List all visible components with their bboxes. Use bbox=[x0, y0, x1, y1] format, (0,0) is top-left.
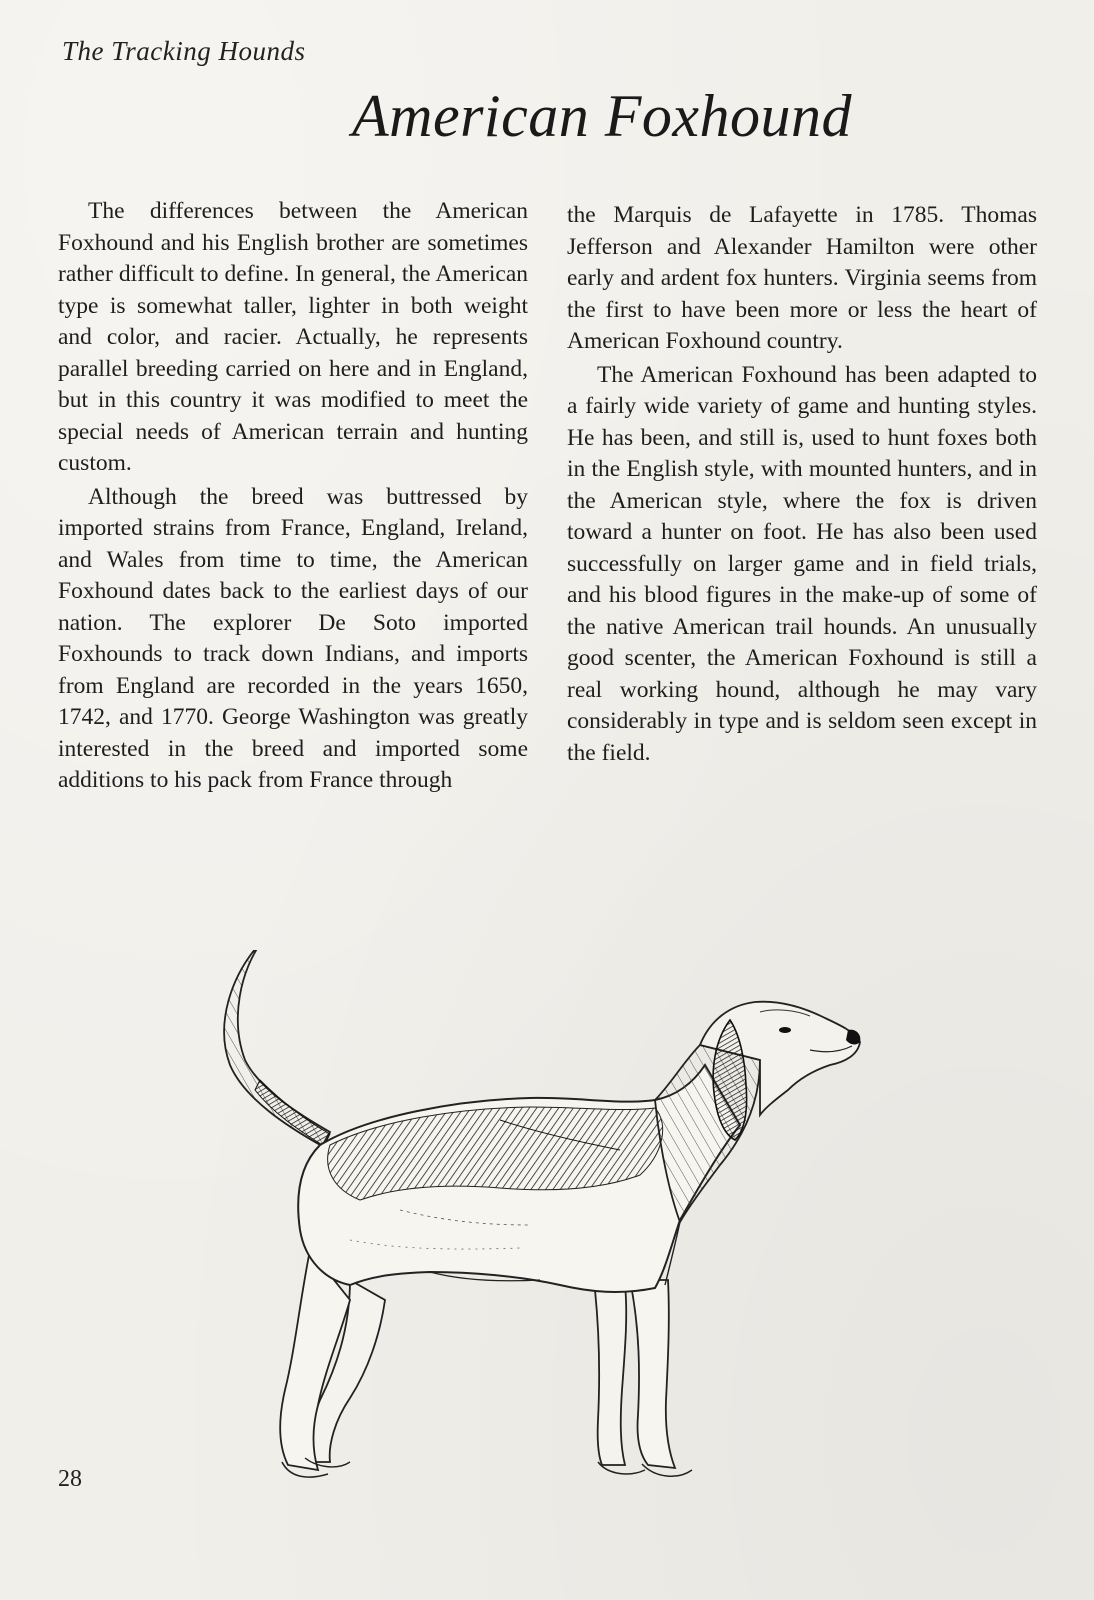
eye bbox=[779, 1027, 791, 1033]
running-head: The Tracking Hounds bbox=[62, 36, 306, 66]
paragraph: Although the breed was buttressed by imported strains from France, England, Ireland, and Wales from time to time, the American Foxhound dates back to the earliest days of our nation. The explorer De Soto imported Foxhounds to track down Indians, and imports from England are recorded in the years 1650, 1742, and 1770. George Washington was greatly interested in the breed and imported some additions to his pack from France through bbox=[58, 483, 528, 793]
foxhound-illustration bbox=[200, 950, 900, 1510]
paragraph: The differences between the American Foxhound and his English brother are sometimes rather difficult to define. In general, the American type is somewhat taller, lighter in both weight and color, and racier. Actually, he represents parallel breeding carried on here and in England, but in this country it was modified to meet the special needs of American terrain and hunting custom. bbox=[58, 198, 528, 476]
paragraph: The American Foxhound has been adapted to a fairly wide variety of game and hunting styles. He has been, and still is, used to hunt foxes both in the English style, with mounted hunters, and in the American style, where the fox is driven toward a hunter on foot. He has also been used successfully on larger game and in field trials, and his blood figures in the make-up of some of the native American trail hounds. An unusually good scenter, the American Foxhound is still a real working hound, although he may vary considerably in type and is seldom seen except in the field. bbox=[567, 361, 1037, 766]
page-title: American Foxhound bbox=[351, 83, 853, 149]
text-column-left bbox=[58, 196, 528, 797]
paragraph: the Marquis de Lafayette in 1785. Thomas Jefferson and Alexander Hamilton were other early and ardent fox hunters. Virginia seems from the first to have been more or less the heart of American Foxhound country. bbox=[567, 202, 1037, 354]
tail bbox=[224, 950, 330, 1146]
front-leg-near bbox=[630, 1280, 675, 1468]
front-leg-far bbox=[595, 1285, 626, 1465]
text-column-right bbox=[567, 200, 1037, 769]
page-number: 28 bbox=[58, 1466, 82, 1492]
